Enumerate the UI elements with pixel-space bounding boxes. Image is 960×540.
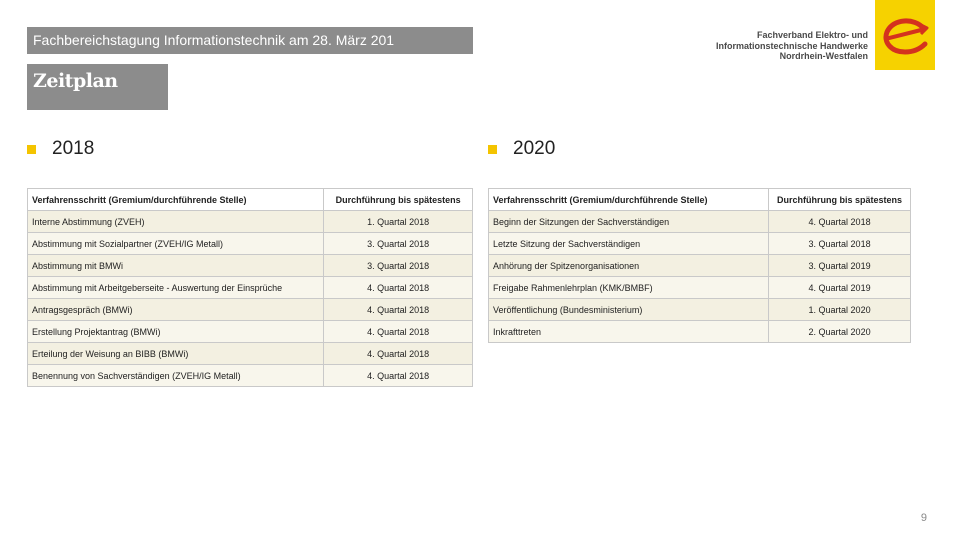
column-header: Durchführung bis spätestens bbox=[324, 189, 473, 211]
step-cell: Erteilung der Weisung an BIBB (BMWi) bbox=[28, 343, 324, 365]
deadline-cell: 3. Quartal 2018 bbox=[769, 233, 911, 255]
deadline-cell: 4. Quartal 2018 bbox=[324, 365, 473, 387]
table-row bbox=[489, 321, 911, 343]
e-swoosh-logo-icon bbox=[875, 0, 935, 70]
deadline-cell: 4. Quartal 2018 bbox=[324, 321, 473, 343]
table-row bbox=[28, 255, 473, 277]
deadline-cell: 1. Quartal 2020 bbox=[769, 299, 911, 321]
deadline-cell: 4. Quartal 2019 bbox=[769, 277, 911, 299]
column-header: Verfahrensschritt (Gremium/durchführende Stelle) bbox=[28, 189, 324, 211]
logo-line-3: Nordrhein-Westfalen bbox=[779, 51, 868, 61]
table-row bbox=[489, 233, 911, 255]
table-header-row bbox=[28, 189, 473, 211]
logo-text bbox=[700, 30, 868, 62]
year-heading-left bbox=[27, 138, 94, 160]
schedule-table-2020 bbox=[488, 188, 911, 343]
step-cell: Erstellung Projektantrag (BMWi) bbox=[28, 321, 324, 343]
table-row bbox=[28, 233, 473, 255]
table-row bbox=[28, 365, 473, 387]
table-row bbox=[28, 321, 473, 343]
step-cell: Freigabe Rahmenlehrplan (KMK/BMBF) bbox=[489, 277, 769, 299]
bullet-square-icon bbox=[27, 145, 36, 154]
deadline-cell: 4. Quartal 2018 bbox=[324, 299, 473, 321]
deadline-cell: 3. Quartal 2019 bbox=[769, 255, 911, 277]
table-row bbox=[28, 211, 473, 233]
table-row bbox=[489, 211, 911, 233]
step-cell: Abstimmung mit Arbeitgeberseite - Auswertung der Einsprüche bbox=[28, 277, 324, 299]
deadline-cell: 4. Quartal 2018 bbox=[324, 277, 473, 299]
deadline-cell: 2. Quartal 2020 bbox=[769, 321, 911, 343]
step-cell: Interne Abstimmung (ZVEH) bbox=[28, 211, 324, 233]
column-header: Durchführung bis spätestens bbox=[769, 189, 911, 211]
logo-line-2: Informationstechnische Handwerke bbox=[715, 40, 868, 51]
page-number: 9 bbox=[920, 512, 927, 524]
table-row bbox=[489, 255, 911, 277]
year-label-right: 2020 bbox=[513, 138, 556, 159]
table-header-row bbox=[489, 189, 911, 211]
table-row bbox=[28, 343, 473, 365]
logo-line-1: Fachverband Elektro- und bbox=[756, 30, 868, 40]
deadline-cell: 4. Quartal 2018 bbox=[324, 343, 473, 365]
step-cell: Abstimmung mit BMWi bbox=[28, 255, 324, 277]
year-heading-right bbox=[488, 138, 555, 160]
step-cell: Antragsgespräch (BMWi) bbox=[28, 299, 324, 321]
deadline-cell: 3. Quartal 2018 bbox=[324, 233, 473, 255]
bullet-square-icon bbox=[488, 145, 497, 154]
table-row bbox=[28, 299, 473, 321]
step-cell: Beginn der Sitzungen der Sachverständigen bbox=[489, 211, 769, 233]
table-row bbox=[28, 277, 473, 299]
schedule-table-2018 bbox=[27, 188, 473, 387]
table-row bbox=[489, 277, 911, 299]
step-cell: Anhörung der Spitzenorganisationen bbox=[489, 255, 769, 277]
step-cell: Veröffentlichung (Bundesministerium) bbox=[489, 299, 769, 321]
page-title: Zeitplan bbox=[33, 70, 118, 92]
year-label-left: 2018 bbox=[52, 138, 95, 159]
page-title-box bbox=[27, 64, 168, 110]
step-cell: Benennung von Sachverständigen (ZVEH/IG Metall) bbox=[28, 365, 324, 387]
column-header: Verfahrensschritt (Gremium/durchführende Stelle) bbox=[489, 189, 769, 211]
step-cell: Letzte Sitzung der Sachverständigen bbox=[489, 233, 769, 255]
deadline-cell: 1. Quartal 2018 bbox=[324, 211, 473, 233]
event-title: Fachbereichstagung Informationstechnik am 28. März 201 bbox=[33, 32, 395, 48]
deadline-cell: 4. Quartal 2018 bbox=[769, 211, 911, 233]
step-cell: Inkrafttreten bbox=[489, 321, 769, 343]
event-title-banner bbox=[27, 27, 473, 54]
deadline-cell: 3. Quartal 2018 bbox=[324, 255, 473, 277]
step-cell: Abstimmung mit Sozialpartner (ZVEH/IG Metall) bbox=[28, 233, 324, 255]
table-row bbox=[489, 299, 911, 321]
